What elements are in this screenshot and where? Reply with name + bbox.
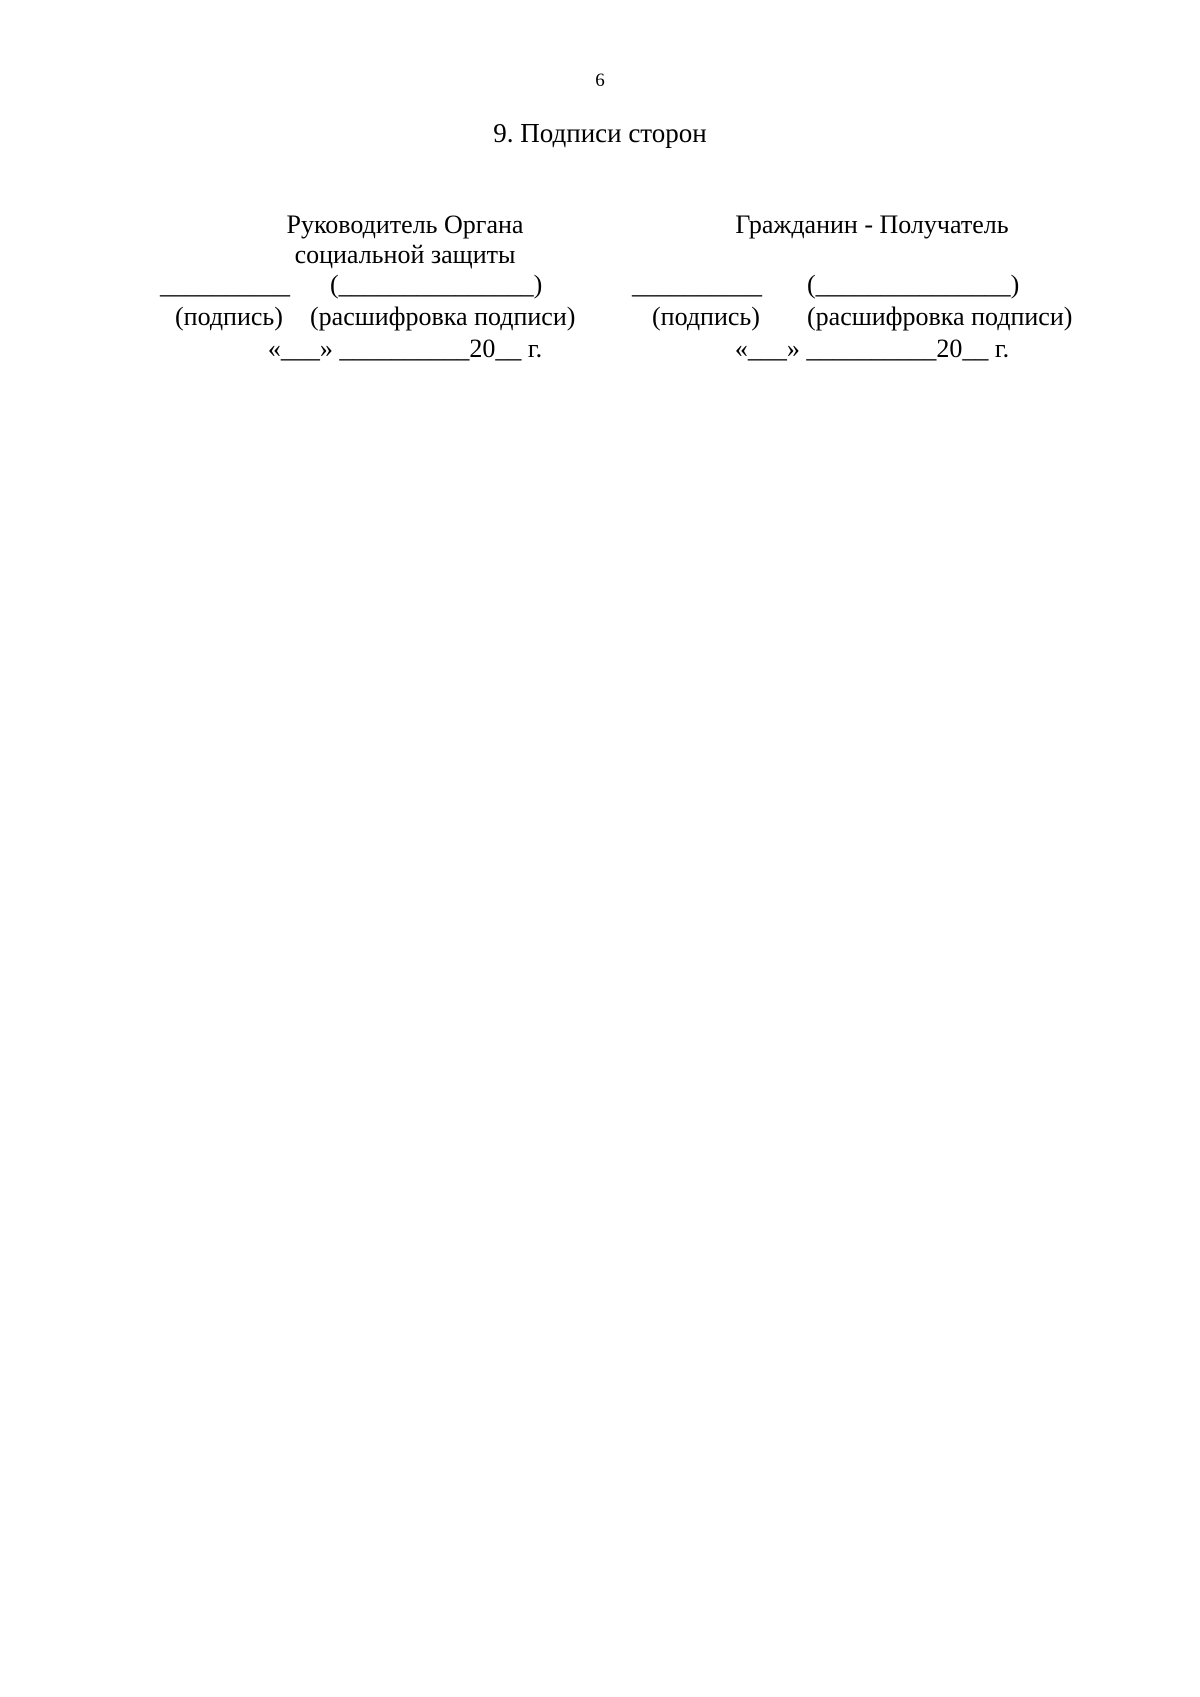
party-role-citizen <box>637 210 1107 270</box>
signature-blank: __________ <box>632 270 762 299</box>
signature-block-authority <box>160 210 640 366</box>
signature-date-line: «___» __________20__ г. <box>267 334 543 363</box>
signature-label: (подпись) <box>175 302 283 331</box>
page-number: 6 <box>595 70 605 91</box>
signature-line-row <box>632 270 1107 302</box>
signature-block-citizen <box>632 210 1107 366</box>
signature-decoding-blank: (_______________) <box>807 270 1020 299</box>
signature-decoding-blank: (_______________) <box>330 270 543 299</box>
signature-decoding-label: (расшифровка подписи) <box>807 302 1073 331</box>
signature-line-row <box>160 270 640 302</box>
party-role-line1: Гражданин - Получатель <box>735 210 1009 239</box>
signature-caption-row <box>170 302 640 334</box>
section-title: 9. Подписи сторон <box>493 118 707 148</box>
signature-decoding-label: (расшифровка подписи) <box>310 302 576 331</box>
signature-date-line: «___» __________20__ г. <box>734 334 1010 363</box>
signature-label: (подпись) <box>652 302 760 331</box>
party-role-authority <box>170 210 640 270</box>
party-role-line1: Руководитель Органа <box>286 210 524 239</box>
signature-blank: __________ <box>160 270 290 299</box>
signature-caption-row <box>637 302 1107 334</box>
party-role-line2: социальной защиты <box>294 240 516 269</box>
